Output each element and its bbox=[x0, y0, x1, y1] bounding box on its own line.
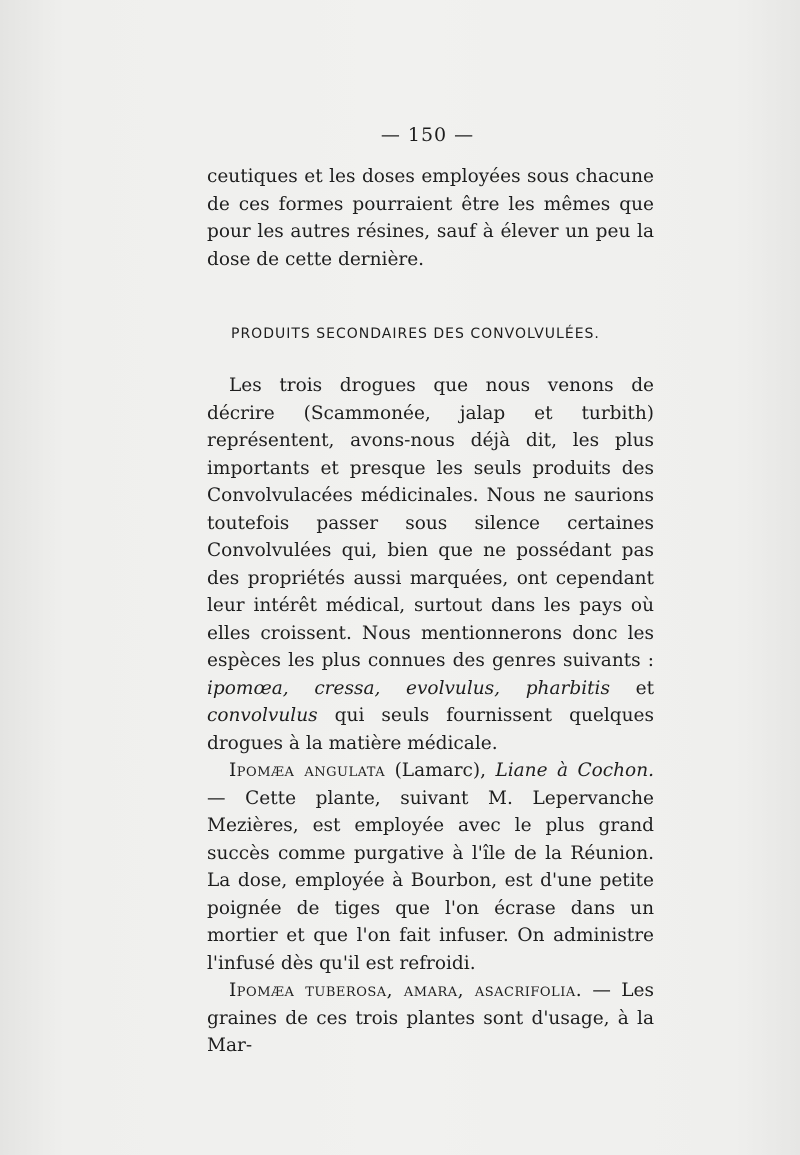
genus-pharbitis: pharbitis bbox=[525, 677, 610, 699]
intro-paragraph bbox=[207, 163, 654, 273]
section-body bbox=[207, 372, 654, 1060]
paragraph-ipomaea-angulata bbox=[207, 757, 654, 977]
genus-convolvulus: convolvulus bbox=[207, 705, 318, 726]
genus-ipomoea: ipomœa, bbox=[207, 677, 289, 699]
paragraph-angulata-text: — Cette plante, suivant M. Lepervanche Mezières, est employée avec le plus grand succès comme purgative à l'île de la Réunion. La dose, employée à Bourbon, est d'une petite poignée de tiges que l'on écrase dans un mortier et que l'on fait infuser. On administre l'infusé dès qu'il est refroidi. bbox=[207, 787, 654, 974]
genus-evolvulus: evolvulus, bbox=[406, 677, 501, 699]
paragraph-drugs-text-b: et bbox=[609, 677, 654, 699]
paragraph-drugs-text-a: Les trois drogues que nous venons de décrire (Scammonée, jalap et turbith) représentent, avons-nous déjà dit, les plus importants et presque les seuls produits des Convolvulacées médicinales. Nous ne saurions toutefois passer sous silence certaines Convolvulées qui, bien que ne possédant pas des propriétés aussi marquées, ont cependant leur intérêt médical, surtout dans les pays où elles croissent. Nous mentionnerons donc les espèces les plus connues des genres suivants : bbox=[207, 375, 654, 671]
species-author: (Lamarc), bbox=[385, 760, 496, 781]
paragraph-drugs bbox=[207, 372, 654, 757]
page-number: — 150 — bbox=[380, 124, 475, 146]
species-name: Ipomæa angulata bbox=[229, 760, 386, 781]
genus-cressa: cressa, bbox=[314, 677, 381, 699]
section-heading: PRODUITS SECONDAIRES DES CONVOLVULÉES. bbox=[231, 326, 600, 342]
paragraph-drugs-text-c: qui seuls fournissent quelques drogues à la matière médicale. bbox=[207, 705, 654, 754]
intro-text: ceutiques et les doses employées sous chacune de ces formes pourraient être les mêmes que pour les autres résines, sauf à élever un peu la dose de cette dernière. bbox=[207, 166, 654, 270]
common-name: Liane à Cochon. bbox=[495, 760, 654, 781]
species-names: Ipomæa tuberosa, amara, asacrifolia. bbox=[229, 980, 583, 1001]
paragraph-tuberosa-text: — Les graines de ces trois plantes sont d'usage, à la Mar- bbox=[207, 980, 654, 1056]
paragraph-ipomaea-tuberosa bbox=[207, 977, 654, 1060]
